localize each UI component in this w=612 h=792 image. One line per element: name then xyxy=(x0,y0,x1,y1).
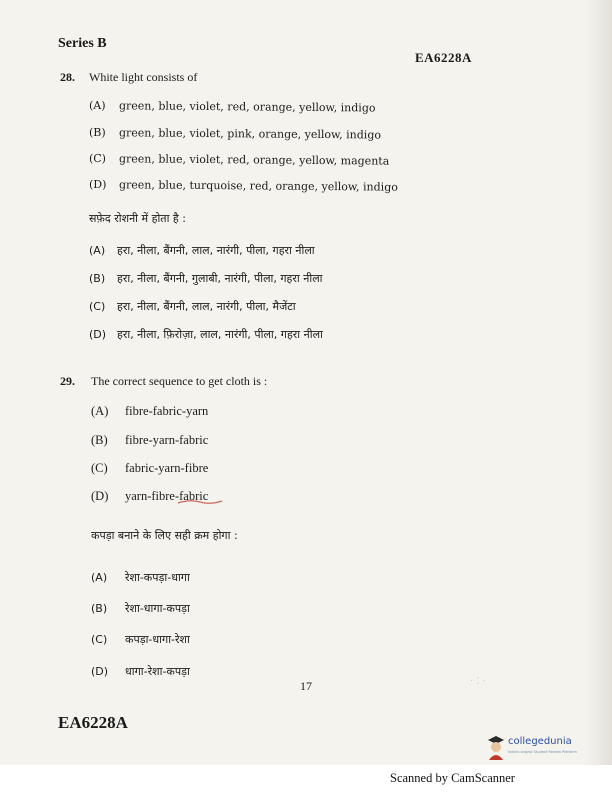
q29-number: 29. xyxy=(60,374,75,388)
series-label: Series B xyxy=(58,36,107,51)
page-edge-shadow xyxy=(586,0,612,765)
q28-text: White light consists of xyxy=(89,70,198,84)
q29-option-a: (A) fibre-fabric-yarn xyxy=(91,404,209,418)
logo-subtext: India's largest Student Review Platform xyxy=(508,750,577,754)
q28-hindi-text: सफ़ेद रोशनी में होता है : xyxy=(89,212,186,225)
q29-hindi-text: कपड़ा बनाने के लिए सही क्रम होगा : xyxy=(91,529,238,542)
paper-code-header: EA6228A xyxy=(415,50,472,65)
scanner-footer-band xyxy=(0,765,612,792)
q28-hindi-option-a: (A) हरा, नीला, बैंगनी, लाल, नारंगी, पीला, गहरा नीला xyxy=(89,244,315,257)
paper-code-footer: EA6228A xyxy=(58,713,128,732)
q28-hindi-option-b: (B) हरा, नीला, बैंगनी, गुलाबी, नारंगी, पीला, गहरा नीला xyxy=(89,272,323,285)
q28-option-c: (C) green, blue, violet, red, orange, yellow, magenta xyxy=(88,152,390,168)
q29-hindi-option-b: (B) रेशा-धागा-कपड़ा xyxy=(91,602,190,615)
q28-hindi-option-c: (C) हरा, नीला, बैंगनी, लाल, नारंगी, पीला, मैजेंटा xyxy=(89,300,296,313)
q28-option-b: (B) green, blue, violet, pink, orange, yellow, indigo xyxy=(88,126,382,142)
graduate-avatar-icon xyxy=(486,734,506,760)
camscanner-label: Scanned by CamScanner xyxy=(390,771,515,785)
red-ink-mark xyxy=(176,493,226,507)
logo-text: collegedunia xyxy=(508,736,572,747)
page-number: 17 xyxy=(300,679,312,693)
q28-option-d: (D) green, blue, turquoise, red, orange, yellow, indigo xyxy=(88,178,398,194)
q29-option-c: (C) fabric-yarn-fibre xyxy=(91,461,209,475)
q28-option-a: (A) green, blue, violet, red, orange, yellow, indigo xyxy=(88,99,376,115)
q29-hindi-option-c: (C) कपड़ा-धागा-रेशा xyxy=(91,633,190,646)
q29-option-d: (D) yarn-fibre-fabric xyxy=(91,489,209,503)
scan-smudge: · ⁚ · xyxy=(470,676,486,687)
q29-hindi-option-d: (D) धागा-रेशा-कपड़ा xyxy=(91,665,190,678)
q29-hindi-option-a: (A) रेशा-कपड़ा-धागा xyxy=(91,571,190,584)
collegedunia-logo xyxy=(486,732,598,762)
q29-option-b: (B) fibre-yarn-fabric xyxy=(91,433,209,447)
q29-text: The correct sequence to get cloth is : xyxy=(91,374,268,388)
q28-number: 28. xyxy=(60,70,75,84)
q28-hindi-option-d: (D) हरा, नीला, फ़िरोज़ा, लाल, नारंगी, पीला, गहरा नीला xyxy=(89,328,323,341)
